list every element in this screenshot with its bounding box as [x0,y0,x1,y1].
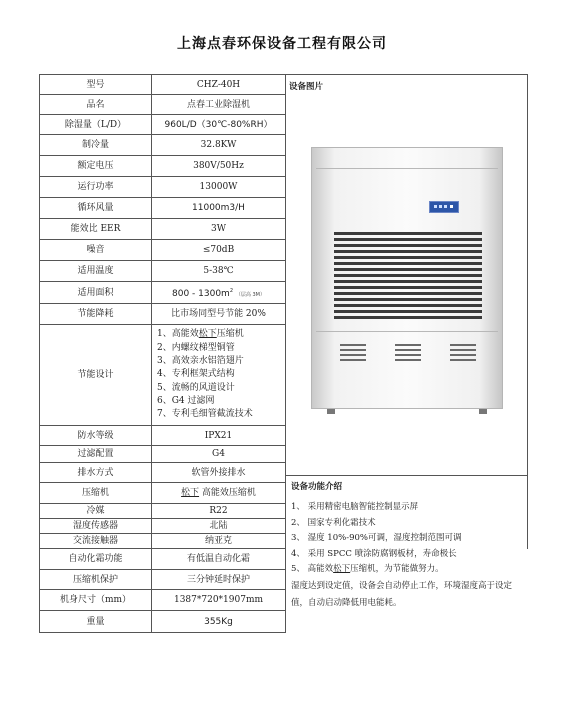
spec-label: 防水等级 [40,426,152,446]
spec-value: 软管外接排水 [152,463,286,483]
spec-value: R22 [152,504,286,519]
spec-label: 型号 [40,75,152,95]
spec-label: 品名 [40,95,152,115]
spec-label: 噪音 [40,240,152,261]
function-item: 4、 采用 SPCC 喷涂防腐钢板材，寿命极长 [291,548,457,559]
spec-value: 32.8KW [152,135,286,156]
function-item: 2、 国家专利化霜技术 [291,517,376,528]
function-item: 3、 湿度 10%-90%可调，湿度控制范围可调 [291,533,462,543]
control-panel [429,201,459,213]
energy-design-label: 节能设计 [40,325,152,426]
spec-value: 点春工业除湿机 [152,95,286,115]
spec-label: 除湿量（L/D） [40,115,152,135]
spec-label: 制冷量 [40,135,152,156]
spec-label: 冷媒 [40,504,152,519]
spec-value: 380V/50Hz [152,156,286,177]
function-item: 1、 采用精密电脑智能控制显示屏 [291,502,419,512]
spec-value: 比市场同型号节能 20% [152,304,286,325]
spec-value: 5-38℃ [152,261,286,282]
spec-value: IPX21 [152,426,286,446]
spec-value: 有低温自动化霜 [152,549,286,570]
spec-label: 交流接触器 [40,534,152,549]
function-item: 5、 高能效松下压缩机，为节能做努力。 [291,564,444,574]
spec-value: CHZ-40H [152,75,286,95]
spec-label: 排水方式 [40,463,152,483]
company-title: 上海点春环保设备工程有限公司 [177,36,387,52]
spec-label: 运行功率 [40,177,152,198]
spec-label: 节能降耗 [40,304,152,325]
spec-label: 循环风量 [40,198,152,219]
spec-value: 960L/D（30℃-80%RH） [152,115,286,135]
spec-label: 适用温度 [40,261,152,282]
photo-header: 设备图片 [289,82,324,92]
spec-label: 适用面积 [40,282,152,304]
spec-value: $800 - 1300m^2$ （层高 3M） [152,282,286,304]
spec-value: 北陆 [152,519,286,534]
spec-label: 过滤配置 [40,446,152,463]
spec-label: 机身尺寸（mm） [40,590,152,611]
spec-value: 三分钟延时保护 [152,570,286,590]
spec-value: 松下 高能效压缩机 [152,483,286,504]
function-header: 设备功能介绍 [291,482,343,492]
spec-value: 纳亚克 [152,534,286,549]
spec-value: 355Kg [152,611,286,633]
spec-value: 13000W [152,177,286,198]
air-grille [334,232,482,322]
spec-label: 额定电压 [40,156,152,177]
spec-value: 11000m3/H [152,198,286,219]
dehumidifier-image [311,147,503,415]
spec-value: ≤70dB [152,240,286,261]
spec-value: 1387*720*1907mm [152,590,286,611]
spec-value: G4 [152,446,286,463]
function-note: 湿度达到设定值，设备会自动停止工作，环境湿度高于设定值，自动启动降低用电能耗。 [291,580,513,608]
spec-value: 3W [152,219,286,240]
spec-label: 压缩机 [40,483,152,504]
spec-label: 压缩机保护 [40,570,152,590]
spec-label: 湿度传感器 [40,519,152,534]
spec-label: 重量 [40,611,152,633]
energy-design-list: 1、高能效松下压缩机 2、内螺纹梯型铜管 3、高效亲水铝箔翅片 4、专利框架式结构 5、流畅的风道设计 6、G4 过滤网 7、专利毛细管截流技术 [152,325,286,426]
spec-label: 能效比 EER [40,219,152,240]
spec-label: 自动化霜功能 [40,549,152,570]
function-box [286,475,527,655]
